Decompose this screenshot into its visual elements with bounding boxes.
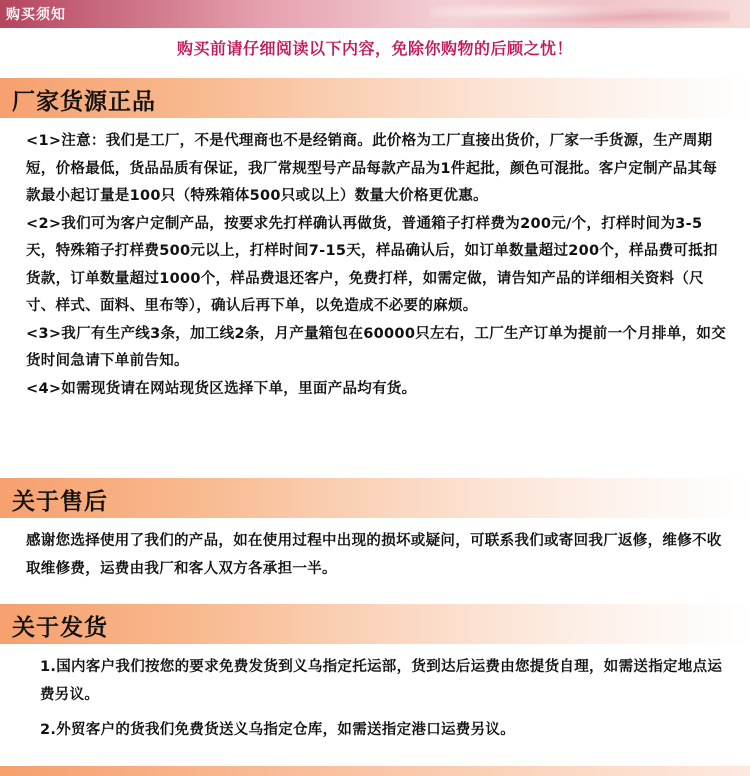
header-bar: [0, 0, 750, 28]
section-header-shipping: [0, 604, 750, 644]
list-item: 1.国内客户我们按您的要求免费发货到义乌指定托运部，货到达后运费由您提货自理，如需送指定地点运费另议。: [40, 659, 723, 703]
section-title: 关于发货: [12, 615, 108, 641]
list-item: <2>我们可为客户定制产品，按要求先打样确认再做货，普通箱子打样费为200元/个，打样时间为3-5天，特殊箱子打样费500元以上，打样时间7-15天，样品确认后，如订单数量超过200个，样品费可抵扣货款，订单数量超过1000个，样品费退还客户，免费打样，如需定做，请告知产品的详细相关资料（尺寸、样式、面料、里布等），确认后再下单，以免造成不必要的麻烦。: [26, 215, 718, 314]
section-body-genuine: [26, 128, 726, 403]
footer-bar: [0, 766, 750, 776]
list-item: <4>如需现货请在网站现货区选择下单，里面产品均有货。: [26, 380, 417, 397]
section-body-after-sales: [26, 528, 726, 583]
section-title: 关于售后: [12, 489, 108, 515]
list-item: <1>注意：我们是工厂，不是代理商也不是经销商。此价格为工厂直接出货价，厂家一手货源，生产周期短，价格最低，货品品质有保证，我厂常规型号产品每款产品为1件起批，颜色可混批。客户定制产品其每款最小起订量是100只（特殊箱体500只或以上）数量大价格更优惠。: [26, 133, 718, 204]
list-item: 2.外贸客户的货我们免费货送义乌指定仓库，如需送指定港口运费另议。: [40, 722, 515, 738]
list-item: 感谢您选择使用了我们的产品，如在使用过程中出现的损坏或疑问，可联系我们或寄回我厂返修，维修不收取维修费，运费由我厂和客人双方各承担一半。: [26, 533, 722, 577]
list-item: <3>我厂有生产线3条，加工线2条，月产量箱包在60000只左右，工厂生产订单为提前一个月排单，如交货时间急请下单前告知。: [26, 325, 727, 369]
header-title: 购买须知: [6, 7, 66, 23]
section-title: 厂家货源正品: [12, 89, 156, 115]
notice-text: 购买前请仔细阅读以下内容，免除你购物的后顾之忧！: [176, 39, 573, 58]
flower-decoration: [430, 3, 730, 25]
section-header-genuine: [0, 78, 750, 118]
section-body-shipping: [40, 654, 726, 745]
section-header-after-sales: [0, 478, 750, 518]
